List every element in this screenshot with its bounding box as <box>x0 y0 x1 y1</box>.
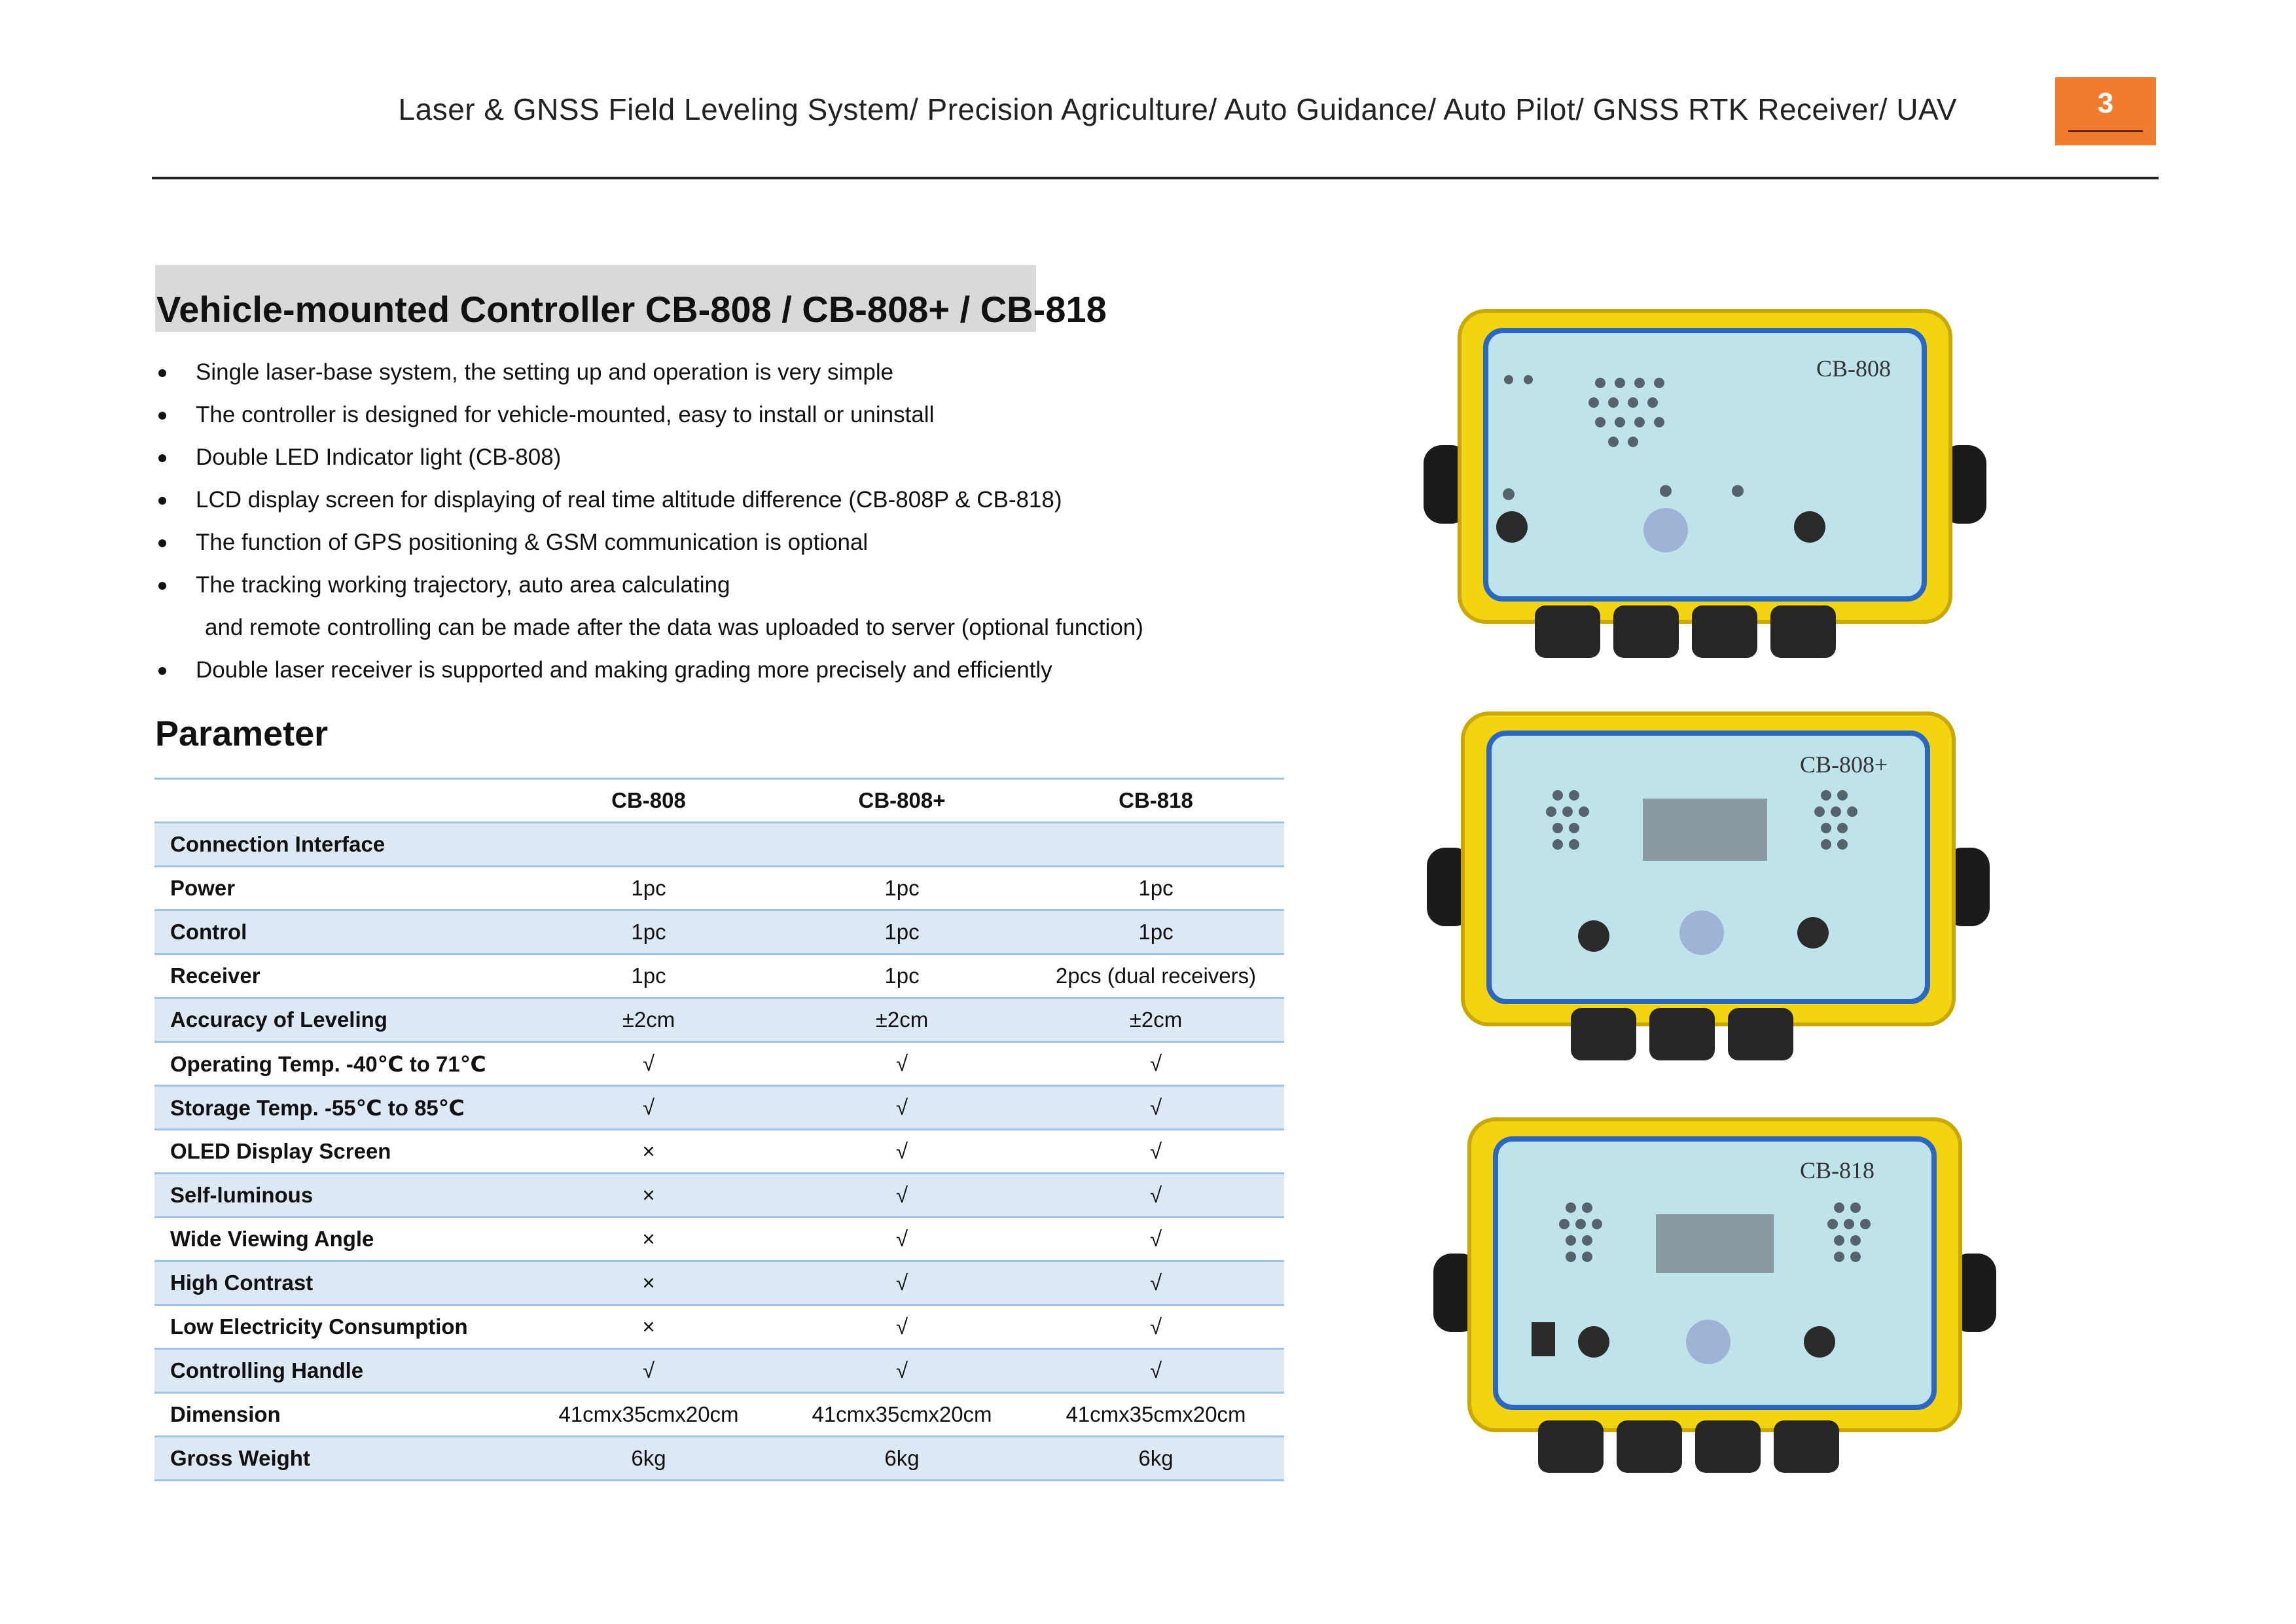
table-row <box>154 1174 1284 1218</box>
table-cell: 1pc <box>776 911 1028 954</box>
row-label: OLED Display Screen <box>154 1130 521 1174</box>
table-cell: × <box>521 1174 776 1218</box>
table-cell <box>776 823 1028 867</box>
table-cell: √ <box>776 1042 1028 1086</box>
table-row <box>154 1393 1284 1437</box>
device-photo-cb818 <box>1433 1113 1996 1492</box>
table-row <box>154 1130 1284 1174</box>
table-cell: √ <box>776 1305 1028 1349</box>
table-cell: √ <box>776 1349 1028 1393</box>
table-header-row <box>154 779 1284 823</box>
table-row <box>154 998 1284 1042</box>
table-cell: 6kg <box>521 1437 776 1481</box>
device-photo-cb808plus <box>1427 707 1990 1074</box>
table-cell: √ <box>776 1218 1028 1261</box>
table-cell: √ <box>1028 1218 1284 1261</box>
lcd-screen <box>1643 799 1767 861</box>
row-label: Power <box>154 867 521 911</box>
feature-item: The function of GPS positioning & GSM communication is optional <box>155 521 1399 564</box>
row-label: Wide Viewing Angle <box>154 1218 521 1261</box>
row-label: High Contrast <box>154 1261 521 1305</box>
table-cell: 1pc <box>521 867 776 911</box>
table-cell: √ <box>776 1130 1028 1174</box>
feature-item: The controller is designed for vehicle-mounted, easy to install or uninstall <box>155 393 1399 436</box>
table-cell: √ <box>1028 1130 1284 1174</box>
table-cell: ±2cm <box>521 998 776 1042</box>
table-cell: ±2cm <box>1028 998 1284 1042</box>
feature-item: Double LED Indicator light (CB-808) <box>155 436 1399 478</box>
feature-list <box>155 351 1399 691</box>
table-row <box>154 1261 1284 1305</box>
table-cell: 2pcs (dual receivers) <box>1028 954 1284 998</box>
row-label: Control <box>154 911 521 954</box>
device-label: CB-808 <box>1816 355 1892 382</box>
header-title: Laser & GNSS Field Leveling System/ Precision Agriculture/ Auto Guidance/ Auto Pilot/ GNSS RTK Receiver/ UAV <box>398 92 1957 126</box>
table-row <box>154 1437 1284 1481</box>
row-label: Gross Weight <box>154 1437 521 1481</box>
row-label: Receiver <box>154 954 521 998</box>
table-cell: 41cmx35cmx20cm <box>521 1393 776 1437</box>
table-row <box>154 1305 1284 1349</box>
device-label: CB-818 <box>1800 1157 1875 1183</box>
table-row <box>154 1086 1284 1130</box>
row-label: Self-luminous <box>154 1174 521 1218</box>
table-cell: √ <box>776 1261 1028 1305</box>
header-divider <box>152 177 2159 179</box>
column-header: CB-808+ <box>776 779 1028 823</box>
device-label: CB-808+ <box>1800 751 1888 778</box>
row-label: Accuracy of Leveling <box>154 998 521 1042</box>
table-cell: √ <box>1028 1174 1284 1218</box>
table-cell: √ <box>1028 1042 1284 1086</box>
table-cell: × <box>521 1130 776 1174</box>
table-cell: 1pc <box>521 954 776 998</box>
table-cell: 1pc <box>521 911 776 954</box>
table-row <box>154 911 1284 954</box>
table-cell: × <box>521 1261 776 1305</box>
parameter-title: Parameter <box>155 714 329 753</box>
feature-item: Single laser-base system, the setting up and operation is very simple <box>155 351 1399 393</box>
column-header: CB-808 <box>521 779 776 823</box>
page-number-underline <box>2068 130 2143 132</box>
table-cell: × <box>521 1218 776 1261</box>
table-cell: 41cmx35cmx20cm <box>1028 1393 1284 1437</box>
table-cell: √ <box>1028 1086 1284 1130</box>
table-row <box>154 1218 1284 1261</box>
table-cell: √ <box>521 1349 776 1393</box>
column-header <box>154 779 521 823</box>
row-label: Operating Temp. -40℃ to 71℃ <box>154 1042 521 1086</box>
table-row <box>154 1349 1284 1393</box>
table-cell <box>521 823 776 867</box>
table-cell: √ <box>776 1174 1028 1218</box>
feature-item: Double laser receiver is supported and making grading more precisely and efficiently <box>155 649 1399 691</box>
section-title: Vehicle-mounted Controller CB-808 / CB-808+ / CB-818 <box>155 265 1036 332</box>
controller-illustration <box>1433 1113 1996 1492</box>
table-row <box>154 1042 1284 1086</box>
lcd-screen <box>1656 1214 1774 1273</box>
row-label: Connection Interface <box>154 823 521 867</box>
table-cell: 1pc <box>776 867 1028 911</box>
page-number-badge <box>2055 77 2156 145</box>
table-row <box>154 823 1284 867</box>
controller-illustration <box>1427 707 1990 1074</box>
table-cell: √ <box>1028 1349 1284 1393</box>
feature-item: The tracking working trajectory, auto area calculating <box>155 564 1399 606</box>
table-cell: √ <box>776 1086 1028 1130</box>
table-cell: × <box>521 1305 776 1349</box>
controller-illustration <box>1424 304 1986 671</box>
table-cell: √ <box>521 1042 776 1086</box>
row-label: Storage Temp. -55℃ to 85℃ <box>154 1086 521 1130</box>
table-row <box>154 954 1284 998</box>
table-cell: √ <box>1028 1261 1284 1305</box>
table-cell: 1pc <box>1028 867 1284 911</box>
feature-item-continuation: and remote controlling can be made after the data was uploaded to server (optional function) <box>205 615 1143 640</box>
table-cell: 6kg <box>776 1437 1028 1481</box>
table-cell: ±2cm <box>776 998 1028 1042</box>
table-cell: 1pc <box>1028 911 1284 954</box>
column-header: CB-818 <box>1028 779 1284 823</box>
feature-item: LCD display screen for displaying of real time altitude difference (CB-808P & CB-818) <box>155 478 1399 521</box>
parameter-table <box>154 778 1284 1481</box>
row-label: Low Electricity Consumption <box>154 1305 521 1349</box>
row-label: Dimension <box>154 1393 521 1437</box>
table-cell: 1pc <box>776 954 1028 998</box>
table-cell: 41cmx35cmx20cm <box>776 1393 1028 1437</box>
table-cell: 6kg <box>1028 1437 1284 1481</box>
table-cell: √ <box>521 1086 776 1130</box>
device-photo-cb808 <box>1424 304 1986 671</box>
page-number: 3 <box>2097 87 2114 119</box>
table-cell: √ <box>1028 1305 1284 1349</box>
table-cell <box>1028 823 1284 867</box>
row-label: Controlling Handle <box>154 1349 521 1393</box>
table-row <box>154 867 1284 911</box>
